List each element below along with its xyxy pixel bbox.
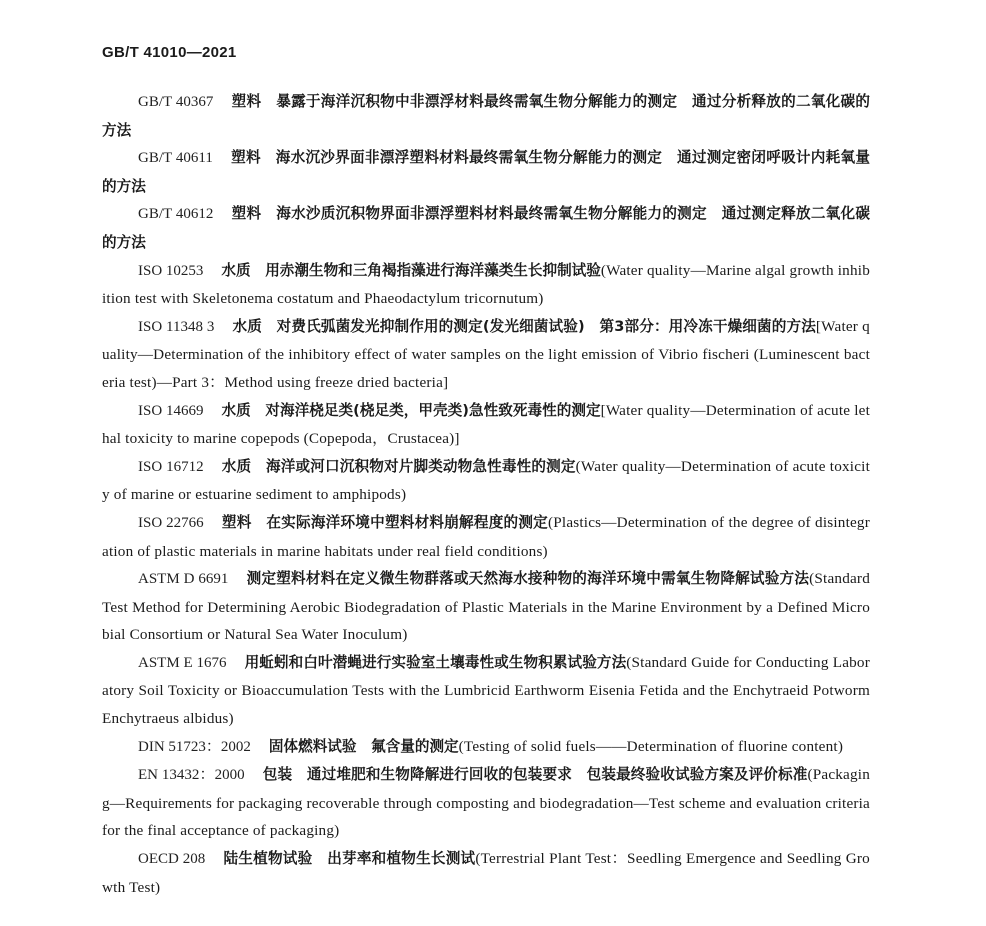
reference-code: EN 13432：2000 (138, 767, 245, 784)
reference-title-en: (Water quality—Determination of acute toxicity of marine or estuarine sediment to amphipods) (102, 457, 870, 504)
reference-entry (102, 313, 870, 397)
reference-entry (102, 397, 870, 453)
reference-code: ISO 22766 (138, 514, 204, 531)
reference-title-en: (Plastics—Determination of the degree of disintegration of plastic materials in marine habitats under real field conditions) (102, 513, 870, 560)
reference-entry (102, 733, 870, 762)
reference-entry (102, 845, 870, 901)
reference-code: ASTM E 1676 (138, 654, 227, 671)
reference-title-en: (Standard Test Method for Determining Aerobic Biodegradation of Plastic Materials in the Marine Environment by a Defined Microbial Consortium or Natural Sea Water Inoculum) (102, 570, 870, 644)
reference-title-cn: 塑料 暴露于海洋沉积物中非漂浮材料最终需氧生物分解能力的测定 通过分析释放的二氧化碳的方法 (102, 93, 870, 139)
reference-title-cn: 水质 对海洋桡足类(桡足类，甲壳类)急性致死毒性的测定 (221, 401, 601, 419)
reference-code: GB/T 40367 (138, 94, 214, 110)
reference-title-en: (Packaging—Requirements for packaging recoverable through composting and biodegradation—Test scheme and evaluation criteria for the final acceptance of packaging) (102, 766, 870, 840)
reference-entry (102, 761, 870, 845)
reference-code: ASTM D 6691 (138, 571, 229, 588)
reference-code: ISO 10253 (138, 262, 204, 279)
reference-entry (102, 88, 870, 144)
reference-entry (102, 144, 870, 200)
page-header-standard-number: GB/T 41010—2021 (102, 44, 237, 61)
reference-code: DIN 51723：2002 (138, 738, 251, 755)
reference-title-en: [Water quality—Determination of acute lethal toxicity to marine copepods (Copepoda，Crustacea)] (102, 401, 871, 448)
reference-entry (102, 453, 870, 509)
reference-title-cn: 水质 用赤潮生物和三角褐指藻进行海洋藻类生长抑制试验 (221, 261, 601, 279)
reference-title-cn: 水质 海洋或河口沉积物对片脚类动物急性毒性的测定 (221, 457, 576, 475)
reference-title-en: [Water quality—Determination of the inhibitory effect of water samples on the light emission of Vibrio fischeri (Luminescent bacteria test)—Part 3：Method using freeze dried bacteria] (102, 317, 870, 391)
reference-entry (102, 649, 870, 733)
reference-title-cn: 包装 通过堆肥和生物降解进行回收的包装要求 包装最终验收试验方案及评价标准 (262, 766, 808, 784)
reference-title-cn: 水质 对费氏弧菌发光抑制作用的测定(发光细菌试验) 第3部分：用冷冻干燥细菌的方法 (232, 317, 816, 335)
reference-code: ISO 14669 (138, 402, 204, 419)
reference-title-cn: 固体燃料试验 氟含量的测定 (268, 737, 459, 755)
reference-title-cn: 陆生植物试验 出芽率和植物生长测试 (223, 850, 476, 868)
reference-title-en: (Testing of solid fuels——Determination of fluorine content) (458, 737, 844, 755)
reference-entry (102, 257, 870, 313)
reference-code: GB/T 40612 (138, 206, 214, 223)
reference-title-en: (Water quality—Marine algal growth inhibition test with Skeletonema costatum and Phaeodactylum tricornutum) (102, 261, 870, 308)
reference-title-cn: 塑料 海水沉沙界面非漂浮塑料材料最终需氧生物分解能力的测定 通过测定密闭呼吸计内耗氧量的方法 (102, 149, 870, 195)
reference-title-en: (Terrestrial Plant Test：Seedling Emergence and Seedling Growth Test) (102, 850, 870, 896)
reference-code: ISO 16712 (138, 458, 204, 475)
reference-code: OECD 208 (138, 851, 206, 868)
reference-entry (102, 565, 870, 649)
reference-title-cn: 测定塑料材料在定义微生物群落或天然海水接种物的海洋环境中需氧生物降解试验方法 (246, 570, 810, 588)
reference-title-cn: 塑料 在实际海洋环境中塑料材料崩解程度的测定 (221, 513, 548, 531)
reference-list (102, 88, 870, 901)
reference-code: GB/T 40611 (138, 150, 213, 167)
reference-entry (102, 509, 870, 565)
reference-code: ISO 11348 3 (138, 318, 215, 335)
reference-title-cn: 用蚯蚓和白叶潜蝇进行实验室土壤毒性或生物积累试验方法 (244, 653, 627, 671)
reference-entry (102, 200, 870, 256)
reference-title-cn: 塑料 海水沙质沉积物界面非漂浮塑料材料最终需氧生物分解能力的测定 通过测定释放二氧化碳的方法 (102, 205, 870, 251)
reference-title-en: (Standard Guide for Conducting Laboratory Soil Toxicity or Bioaccumulation Tests with the Lumbricid Earthworm Eisenia Fetida and the Enchytraeid Potworm Enchytraeus albidus) (102, 653, 870, 728)
